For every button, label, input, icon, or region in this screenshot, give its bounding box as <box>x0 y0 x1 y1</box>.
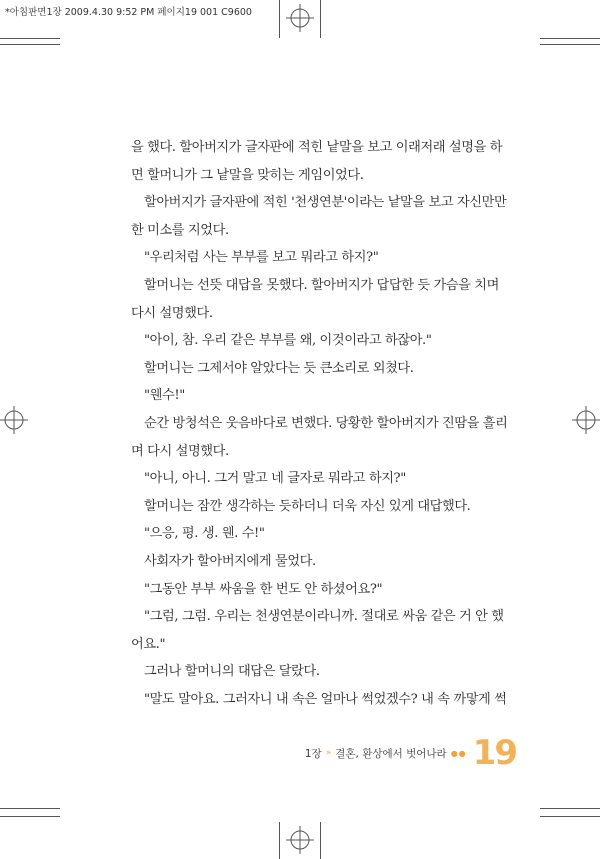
crop-mark <box>279 0 280 38</box>
crop-mark <box>0 44 60 45</box>
crop-mark <box>320 0 321 38</box>
crop-mark <box>540 808 600 809</box>
text-line: 을 했다. 할아버지가 글자판에 적힌 낱말을 보고 이래저래 설명을 하 <box>131 140 503 155</box>
text-line: "그동안 부부 싸움을 한 번도 안 하셨어요?" <box>144 581 383 597</box>
registration-mark-icon <box>0 406 28 434</box>
crop-mark <box>0 38 60 39</box>
registration-mark-icon <box>572 406 600 434</box>
dots-icon: ●● <box>450 748 467 758</box>
text-line: 며 다시 설명했다. <box>131 443 229 459</box>
crop-mark <box>540 38 600 39</box>
registration-mark-icon <box>286 4 314 32</box>
text-line: 할머니는 그제서야 알았다는 듯 큰소리로 외쳤다. <box>144 360 414 376</box>
text-line: "아니, 아니. 그거 말고 네 글자로 뭐라고 하지?" <box>144 471 406 487</box>
crop-mark <box>0 816 60 817</box>
text-line: "말도 말아요. 그러자니 내 속은 얼마나 썩었겠수? 내 속 까맣게 썩 <box>144 691 507 707</box>
text-line: 다시 설명했다. <box>131 305 213 321</box>
chapter-label: 1장 <box>304 747 322 760</box>
crop-mark <box>540 44 600 45</box>
text-line: 사회자가 할아버지에게 물었다. <box>144 553 316 569</box>
crop-mark <box>540 816 600 817</box>
text-line: 할머니는 선뜻 대답을 못했다. 할아버지가 답답한 듯 가슴을 치며 <box>144 277 499 293</box>
crop-mark <box>320 822 321 859</box>
running-head <box>305 746 467 761</box>
text-line: 그러나 할머니의 대답은 달랐다. <box>144 664 320 680</box>
page-footer <box>304 733 516 773</box>
text-line: 할아버지가 글자판에 적힌 '천생연분'이라는 낱말을 보고 자신만만 <box>144 195 507 211</box>
registration-mark-icon <box>286 826 314 854</box>
text-line: "우리처럼 사는 부부를 보고 뭐라고 하지?" <box>144 250 379 266</box>
section-title: 결혼, 환상에서 벗어나라 <box>335 747 447 760</box>
print-slug: *아침판면1장 2009.4.30 9:52 PM 페이지19 001 C9600 <box>5 7 252 18</box>
text-line: 면 할머니가 그 낱말을 맞히는 게임이었다. <box>131 167 364 183</box>
text-line: "으응, 평. 생. 웬. 수!" <box>144 526 265 542</box>
text-line: "웬수!" <box>144 388 185 404</box>
text-line: "아이, 참. 우리 같은 부부를 왜, 이것이라고 하잖아." <box>144 333 432 349</box>
text-line: "그럼, 그럼. 우리는 천생연분이라니까. 절대로 싸움 같은 거 안 했 <box>144 609 504 625</box>
crop-mark <box>0 808 60 809</box>
text-line: 한 미소를 지었다. <box>131 222 229 238</box>
text-line: 어요." <box>131 636 166 652</box>
text-line: 할머니는 잠깐 생각하는 듯하더니 더욱 자신 있게 대답했다. <box>144 498 471 514</box>
crop-mark <box>279 822 280 859</box>
body-text <box>131 134 508 713</box>
text-line: 순간 방청석은 웃음바다로 변했다. 당황한 할아버지가 진땀을 흘리 <box>144 415 508 431</box>
page-number: 19 <box>472 733 516 773</box>
chapter-marker-icon: » <box>325 748 332 758</box>
